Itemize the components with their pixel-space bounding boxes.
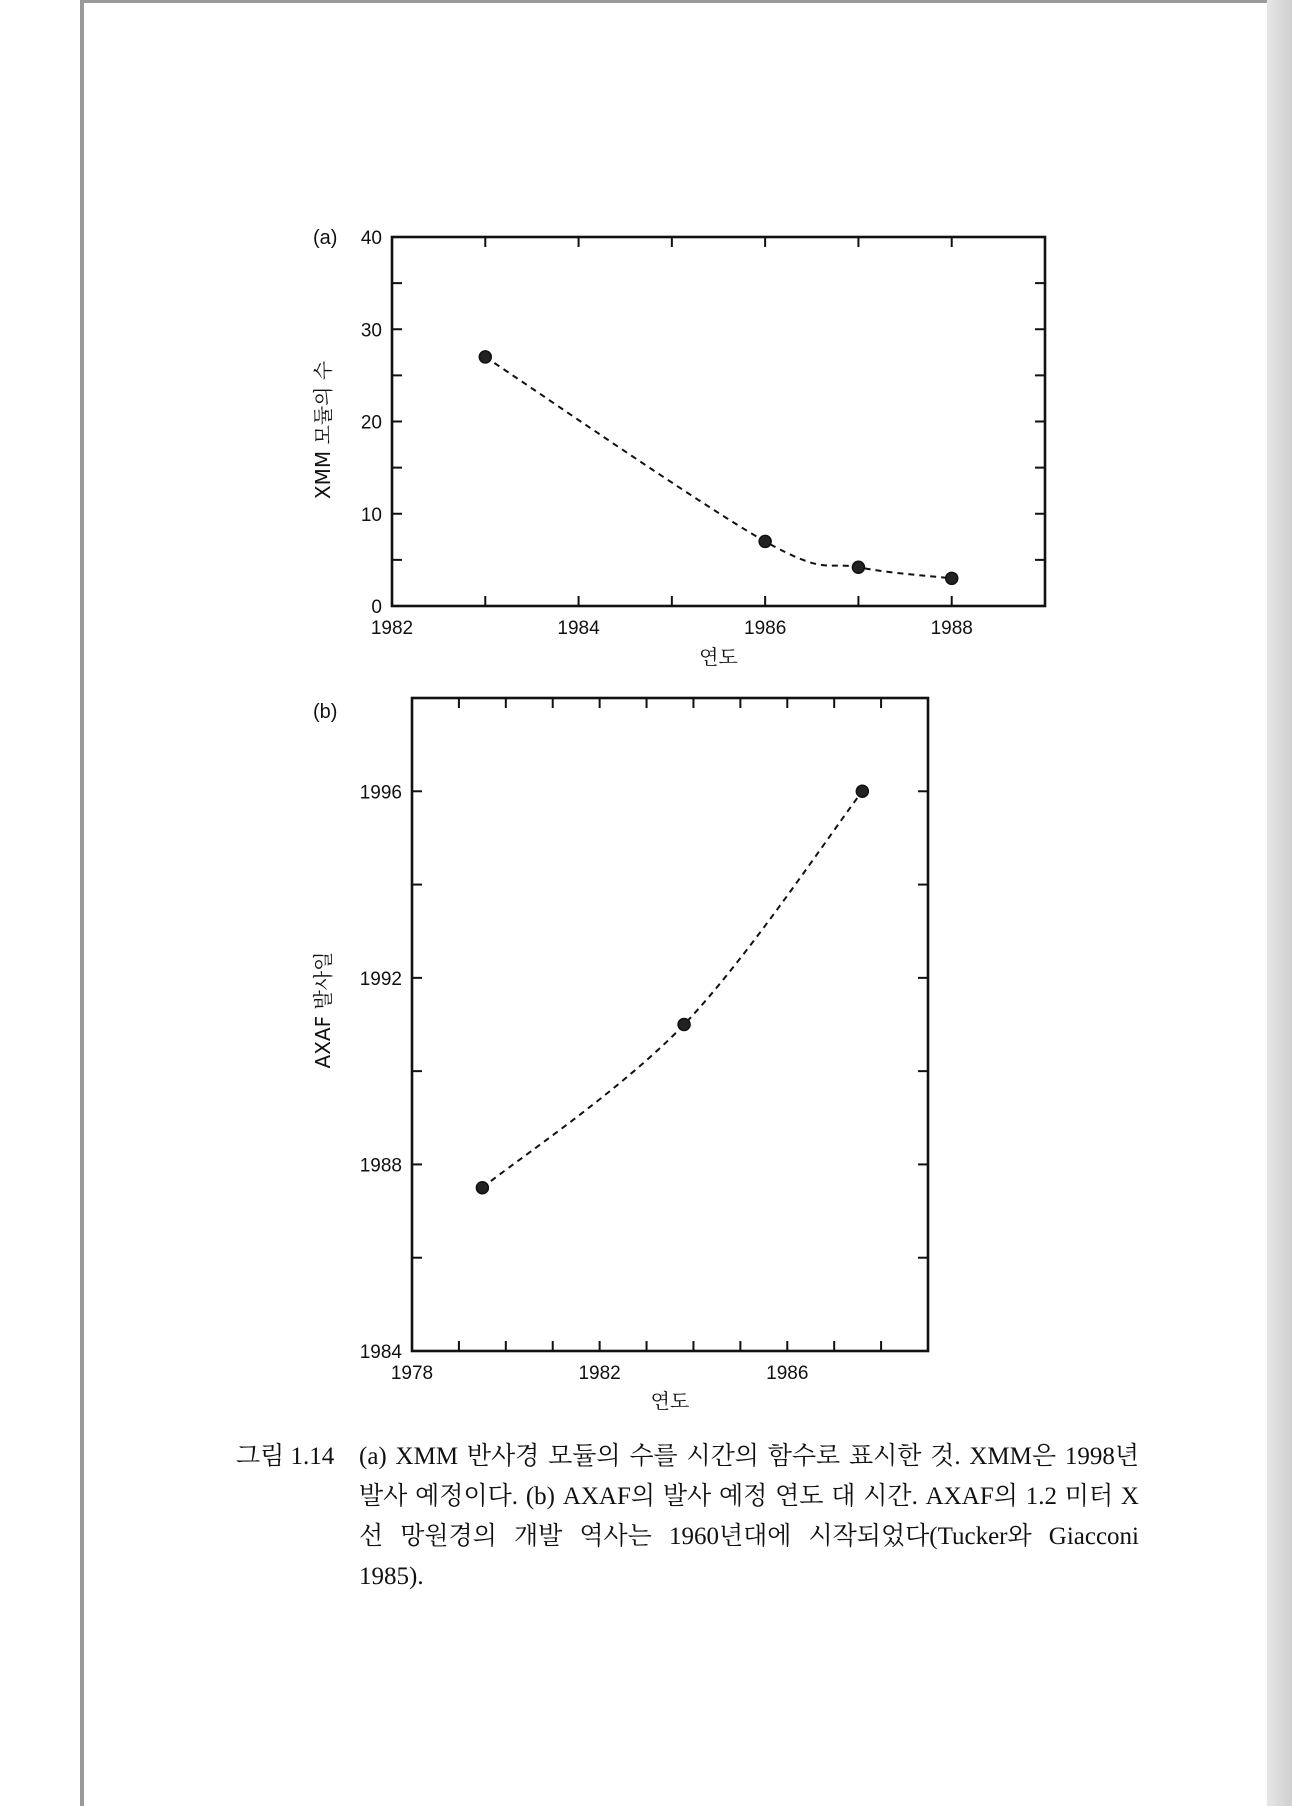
y-tick-label: 40 [360,228,382,249]
x-tick-label: 1982 [578,1363,621,1384]
data-point [476,1182,488,1194]
fit-curve [482,791,862,1187]
y-tick-label: 1992 [359,968,402,990]
x-axis-label: 연도 [650,1389,690,1413]
chart-panel-b [311,698,928,1413]
y-axis-label: XMM 모듈의 수 [311,360,335,500]
x-tick-label: 1988 [930,618,973,639]
y-axis-label: AXAF 발사일 [311,951,335,1069]
caption-number: 그림 1.14 [236,1443,335,1470]
chart-panel-a [311,227,1045,669]
y-tick-label: 20 [360,412,382,434]
panel-label: (a) [313,227,338,249]
panel-label: (b) [313,701,338,723]
plot-frame [412,698,928,1351]
x-tick-label: 1984 [557,618,600,639]
data-point [678,1019,690,1031]
caption-text: (a) XMM 반사경 모듈의 수를 시간의 함수로 표시한 것. XMM은 1998년 발사 예정이다. (b) AXAF의 발사 예정 연도 대 시간. AXAF의 1.2 미터 X선 망원경의 개발 역사는 1960년대에 시작되었다(Tucker와 Giacconi 1985). [359,1443,1139,1590]
x-tick-label: 1982 [370,618,414,639]
data-point [946,572,958,584]
data-point [852,561,864,573]
y-tick-label: 1996 [359,782,402,804]
plot-frame [392,237,1045,606]
y-tick-label: 10 [360,504,382,526]
x-tick-label: 1986 [766,1363,809,1384]
y-tick-label: 1984 [359,1342,402,1363]
fit-curve [485,357,951,578]
y-tick-label: 0 [371,597,382,618]
x-axis-label: 연도 [699,645,738,669]
x-tick-label: 1978 [390,1363,434,1384]
data-point [759,535,771,547]
x-tick-label: 1986 [744,618,787,639]
data-point [479,351,491,363]
y-tick-label: 1988 [359,1155,402,1177]
data-point [856,785,868,797]
y-tick-label: 30 [360,320,382,342]
